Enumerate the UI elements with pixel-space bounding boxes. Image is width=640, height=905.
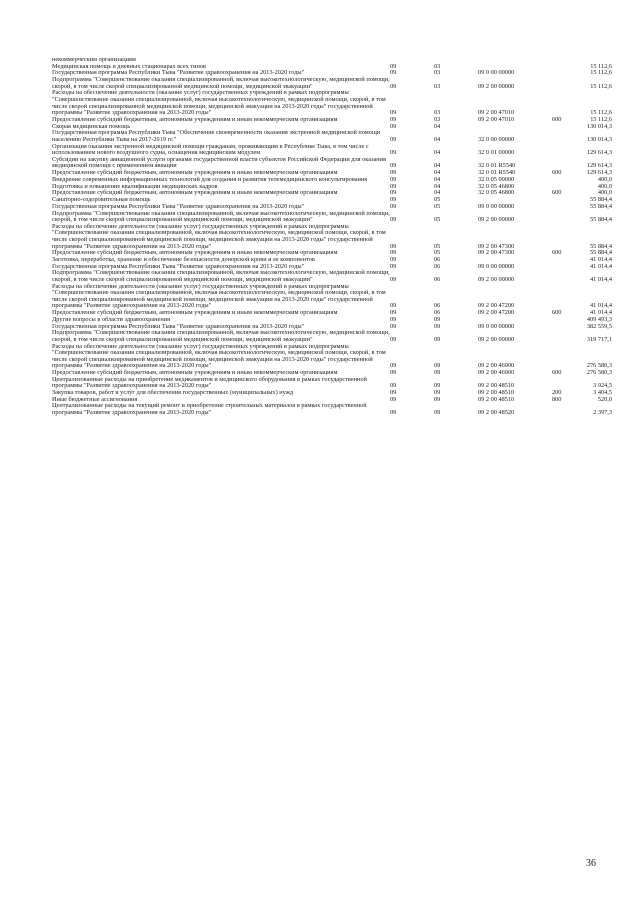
table-row <box>52 224 612 250</box>
row-section-code: 09 <box>390 189 397 197</box>
row-subsection-code: 09 <box>434 408 441 416</box>
row-subsection-code: 03 <box>434 82 441 90</box>
row-expense-type <box>552 344 578 370</box>
row-section-code: 09 <box>390 368 397 376</box>
row-target-article: 09 0 00 00000 <box>478 202 515 210</box>
row-subsection-code: 09 <box>434 362 441 370</box>
row-name: Подпрограмма "Совершенствование оказания специализированной, включая высокотехнологическую, медицинской помощи, скорой, в том числе скорой специализированной медицинской помощи, медицинской эвакуации" <box>52 329 390 343</box>
row-subsection-code: 09 <box>434 382 441 390</box>
row-target-article: 09 2 00 00000 <box>478 82 515 90</box>
row-target-article: 32 0 00 00000 <box>478 135 515 143</box>
row-amount: 55 884,4 <box>589 249 612 257</box>
row-subsection-code: 09 <box>434 395 441 403</box>
row-target-article: 09 2 00 48510 <box>478 388 515 396</box>
row-subsection-code: 05 <box>434 216 441 224</box>
row-name: Организация оказания экстренной медицинской помощи гражданам, проживающим в Республике Тыва, в том числе с использованием нового воздушного судна, оснащения медицинским модулем <box>52 142 369 157</box>
row-section-code: 09 <box>390 275 397 283</box>
row-amount: 15 112,6 <box>590 115 612 123</box>
table-row <box>52 117 612 124</box>
row-name: Скорая медицинская помощь <box>52 122 131 130</box>
row-name: Предоставление субсидий бюджетным, автономным учреждениям и иным некоммерческим организациям <box>52 169 338 177</box>
row-target-article: 32 0 01 00000 <box>478 149 515 157</box>
row-subsection-code: 06 <box>434 302 441 310</box>
row-subsection-code: 04 <box>434 162 441 170</box>
row-subsection-code: 04 <box>434 169 441 177</box>
row-subsection-code: 09 <box>434 335 441 343</box>
row-section-code: 09 <box>390 135 397 143</box>
row-name: Предоставление субсидий бюджетным, автономным учреждениям и иным некоммерческим организациям <box>52 249 338 257</box>
row-target-article: 32 0 01 R5540 <box>478 162 516 170</box>
row-name: Подготовка и повышение квалификации медицинских кадров <box>52 182 218 190</box>
table-row <box>52 330 612 343</box>
row-section-code: 09 <box>390 175 397 183</box>
row-name: Подпрограмма "Совершенствование оказания специализированной, включая высокотехнологическую, медицинской помощи, скорой, в том числе скорой специализированной медицинской помощи, медицинской эвакуации" <box>52 269 390 283</box>
row-expense-type <box>552 130 578 143</box>
row-subsection-code: 06 <box>434 262 441 270</box>
row-amount: 15 112,6 <box>590 82 612 90</box>
row-expense-type <box>552 177 578 184</box>
row-amount: 41 014,4 <box>589 302 612 310</box>
row-target-article: 09 2 00 47300 <box>478 249 515 257</box>
row-expense-type <box>552 211 578 224</box>
row-target-article: 09 0 00 00000 <box>478 69 515 77</box>
row-section-code: 09 <box>390 382 397 390</box>
row-expense-type <box>552 77 578 90</box>
row-subsection-code: 04 <box>434 135 441 143</box>
row-name: Государственная программа Республики Тыва "Развитие здравоохранения на 2013-2020 годы" <box>52 69 305 77</box>
table-row <box>52 403 612 416</box>
row-expense-type <box>552 403 578 416</box>
row-subsection-code: 09 <box>434 322 441 330</box>
row-expense-type <box>552 270 578 283</box>
row-amount: 15 112,6 <box>590 109 612 117</box>
row-target-article <box>478 57 552 64</box>
row-expense-type <box>552 264 578 271</box>
row-expense-type: 600 <box>552 309 562 317</box>
row-expense-type <box>552 324 578 331</box>
row-name: Расходы на обеспечение деятельности (оказание услуг) государственных учреждений в рамках подпрограммы "Совершенствование оказания специализированной, включая высокотехнологическую, медицинской помощи, скорой, в том числе скорой специализированной медицинской помощи, медицинской эвакуации на 2013-2020 годы" государственной программы "Развитие здравоохранения на 2013-2020 годы" <box>52 222 386 250</box>
row-subsection-code: 03 <box>434 109 441 117</box>
row-section-code: 09 <box>390 169 397 177</box>
row-name: Расходы на обеспечение деятельности (оказание услуг) государственных учреждений в рамках подпрограммы "Совершенствование оказания специализированной, включая высокотехнологическую, медицинской помощи, скорой, в том числе скорой специализированной медицинской помощи, медицинской эвакуации на 2013-2020 годы" государственной программы "Развитие здравоохранения на 2013-2020 годы" <box>52 342 386 370</box>
row-amount: 400,0 <box>597 182 612 190</box>
row-section-code: 09 <box>390 362 397 370</box>
row-name: Государственная программа Республики Тыва "Развитие здравоохранения на 2013-2020 годы" <box>52 262 305 270</box>
row-target-article: 09 2 00 47200 <box>478 309 515 317</box>
row-amount: 55 884,4 <box>589 216 612 224</box>
row-section-code: 09 <box>390 109 397 117</box>
row-name: Централизованные расходы на текущий ремонт и приобретение строительных материалов в рамках государственной программы "Развитие здравоохранения на 2013-2020 годы" <box>52 402 367 416</box>
table-row <box>52 344 612 370</box>
row-target-article: 32 0 05 46800 <box>478 189 515 197</box>
row-section-code: 09 <box>390 395 397 403</box>
row-target-article: 32 0 05 00000 <box>478 175 515 183</box>
row-target-article: 09 2 00 47010 <box>478 115 515 123</box>
row-target-article: 09 2 00 48510 <box>478 395 515 403</box>
row-amount: 41 014,4 <box>589 275 612 283</box>
row-subsection-code: 03 <box>434 69 441 77</box>
row-amount: 276 580,3 <box>586 368 612 376</box>
row-subsection-code: 06 <box>434 309 441 317</box>
row-section-code: 09 <box>390 249 397 257</box>
row-section-code: 09 <box>390 322 397 330</box>
budget-table <box>52 57 612 417</box>
row-target-article: 09 0 00 00000 <box>478 262 515 270</box>
row-name: Предоставление субсидий бюджетным, автономным учреждениям и иным некоммерческим организациям <box>52 115 338 123</box>
row-subsection-code: 04 <box>434 189 441 197</box>
row-subsection-code: 05 <box>434 202 441 210</box>
row-amount: 41 014,4 <box>589 309 612 317</box>
row-section-code: 09 <box>390 182 397 190</box>
table-row <box>52 77 612 90</box>
budget-page <box>52 57 612 417</box>
table-row <box>52 377 612 390</box>
row-section-code: 09 <box>390 216 397 224</box>
row-section-code: 09 <box>390 62 397 70</box>
row-amount: 130 014,3 <box>586 122 612 130</box>
row-expense-type <box>552 204 578 211</box>
row-amount: 55 884,4 <box>589 202 612 210</box>
row-amount: 400,0 <box>597 189 612 197</box>
row-name: Предоставление субсидий бюджетным, автономным учреждениям и иным некоммерческим организациям <box>52 189 338 197</box>
table-row <box>52 284 612 310</box>
row-subsection-code: 04 <box>434 175 441 183</box>
row-expense-type <box>552 330 578 343</box>
table-row <box>52 157 612 170</box>
row-section-code: 09 <box>390 69 397 77</box>
row-name: Другие вопросы в области здравоохранения <box>52 315 170 323</box>
row-section-code <box>390 57 434 64</box>
row-amount: 15 112,6 <box>590 62 612 70</box>
row-amount: 15 112,6 <box>590 69 612 77</box>
row-expense-type: 600 <box>552 115 562 123</box>
table-row <box>52 144 612 157</box>
row-expense-type: 600 <box>552 169 562 177</box>
row-expense-type <box>552 197 578 204</box>
row-subsection-code <box>434 57 478 64</box>
row-target-article: 09 2 00 47300 <box>478 242 515 250</box>
row-target-article: 09 2 00 46900 <box>478 368 515 376</box>
table-row <box>52 270 612 283</box>
row-subsection-code: 04 <box>434 149 441 157</box>
budget-table-body <box>52 57 612 417</box>
row-subsection-code: 09 <box>434 315 441 323</box>
row-expense-type <box>552 257 578 264</box>
row-section-code: 09 <box>390 202 397 210</box>
row-name: Медицинская помощь в дневных стационарах всех типов <box>52 62 206 70</box>
row-expense-type <box>552 317 578 324</box>
row-amount: 382 559,5 <box>586 322 612 330</box>
row-name: некоммерческим организациям <box>52 56 136 63</box>
row-amount: 41 014,4 <box>589 262 612 270</box>
row-section-code: 09 <box>390 302 397 310</box>
row-section-code: 09 <box>390 162 397 170</box>
row-expense-type: 800 <box>552 395 562 403</box>
row-expense-type <box>552 377 578 390</box>
row-subsection-code: 03 <box>434 115 441 123</box>
row-section-code: 09 <box>390 196 397 204</box>
row-name: Внедрение современных информационных технологий для создания и развития телемедицинского консультирования <box>52 175 368 183</box>
row-subsection-code: 09 <box>434 388 441 396</box>
row-section-code: 09 <box>390 388 397 396</box>
row-section-code: 09 <box>390 262 397 270</box>
row-amount: 129 614,3 <box>586 162 612 170</box>
row-section-code: 09 <box>390 149 397 157</box>
row-name: Расходы на обеспечение деятельности (оказание услуг) государственных учреждений в рамках подпрограммы "Совершенствование оказания специализированной, включая высокотехнологическую, медицинской помощи, скорой, в том числе скорой специализированной медицинской помощи, медицинской эвакуации на 2013-2020 годы" государственной программы "Развитие здравоохранения на 2013-2020 годы" <box>52 282 386 310</box>
table-row <box>52 90 612 116</box>
row-expense-type: 600 <box>552 368 562 376</box>
row-section-code: 09 <box>390 335 397 343</box>
row-expense-type <box>552 64 578 71</box>
row-name: Государственная программа Республики Тыва "Обеспечение своевременности оказания экстренной медицинской помощи населению Республики Тыва на 2017-2019 гг." <box>52 129 381 143</box>
row-amount: 2 397,3 <box>593 408 612 416</box>
row-section-code: 09 <box>390 255 397 263</box>
row-name: Предоставление субсидий бюджетным, автономным учреждениям и иным некоммерческим организациям <box>52 309 338 317</box>
row-target-article: 09 2 00 47200 <box>478 302 515 310</box>
row-name: Субсидии на закупку авиационной услуги органами государственной власти субъектов Российской Федерации для оказания медицинской помощи с применением авиации <box>52 155 386 170</box>
row-subsection-code: 03 <box>434 62 441 70</box>
row-amount: 276 580,3 <box>586 362 612 370</box>
row-expense-type <box>552 284 578 310</box>
row-name: Расходы на обеспечение деятельности (оказание услуг) государственных учреждений в рамках подпрограммы "Совершенствование оказания специализированной, включая высокотехнологическую, медицинской помощи, скорой, в том числе скорой специализированной медицинской помощи, медицинской эвакуации на 2013-2020 годы" государственной программы "Развитие здравоохранения на 2013-2020 годы" <box>52 89 386 117</box>
row-section-code: 09 <box>390 122 397 130</box>
row-subsection-code: 04 <box>434 122 441 130</box>
row-section-code: 09 <box>390 309 397 317</box>
row-subsection-code: 04 <box>434 182 441 190</box>
row-expense-type <box>552 144 578 157</box>
row-target-article <box>478 124 552 131</box>
row-expense-type: 600 <box>552 189 562 197</box>
table-row <box>52 130 612 143</box>
row-subsection-code: 06 <box>434 255 441 263</box>
row-target-article: 09 0 00 00000 <box>478 322 515 330</box>
row-name: Подпрограмма "Совершенствование оказания специализированной, включая высокотехнологическую, медицинской помощи, скорой, в том числе скорой специализированной медицинской помощи, медицинской эвакуации" <box>52 209 390 224</box>
row-amount: 130 014,3 <box>586 135 612 143</box>
row-amount: 3 924,5 <box>593 382 612 390</box>
row-target-article: 32 0 05 46800 <box>478 182 515 190</box>
row-expense-type <box>552 224 578 250</box>
row-amount: 41 014,4 <box>589 255 612 263</box>
row-section-code: 09 <box>390 82 397 90</box>
row-amount: 55 884,4 <box>589 242 612 250</box>
row-amount: 319 717,1 <box>586 335 612 343</box>
row-amount: 400,0 <box>597 175 612 183</box>
row-subsection-code: 06 <box>434 275 441 283</box>
row-name: Санаторно-оздоровительная помощь <box>52 196 151 204</box>
table-row <box>52 211 612 224</box>
row-section-code: 09 <box>390 408 397 416</box>
row-name: Заготовка, переработка, хранение и обеспечение безопасности донорской крови и ее компонентов <box>52 255 315 263</box>
row-name: Предоставление субсидий бюджетным, автономным учреждениям и иным некоммерческим организациям <box>52 368 338 376</box>
row-target-article: 09 2 00 46900 <box>478 362 515 370</box>
row-expense-type <box>552 70 578 77</box>
row-expense-type <box>552 57 578 64</box>
row-expense-type <box>552 157 578 170</box>
row-amount: 55 884,4 <box>589 196 612 204</box>
row-name: Иные бюджетные ассигнования <box>52 395 138 403</box>
row-target-article: 09 2 00 48520 <box>478 408 515 416</box>
row-name: Закупка товаров, работ и услуг для обеспечения государственных (муниципальных) нужд <box>52 388 294 396</box>
row-amount: 129 614,3 <box>586 169 612 177</box>
row-name: Централизованные расходы на приобретение медикаментов и медицинского оборудования в рамках государственной программы "Развитие здравоохранения на 2013-2020 годы" <box>52 375 367 390</box>
row-section-code: 09 <box>390 315 397 323</box>
row-name: Государственная программа Республики Тыва "Развитие здравоохранения на 2013-2020 годы" <box>52 322 305 330</box>
page-number: 36 <box>586 858 596 869</box>
row-amount: 3 404,5 <box>593 388 612 396</box>
row-target-article: 09 2 00 00000 <box>478 275 515 283</box>
row-amount: 409 493,3 <box>586 315 612 323</box>
row-expense-type <box>552 124 578 131</box>
row-amount: 520,0 <box>597 395 612 403</box>
row-target-article: 09 2 00 48510 <box>478 382 515 390</box>
row-section-code: 09 <box>390 242 397 250</box>
row-amount: 129 614,3 <box>586 149 612 157</box>
row-subsection-code: 05 <box>434 196 441 204</box>
row-target-article: 09 2 00 47010 <box>478 109 515 117</box>
row-expense-type: 600 <box>552 249 562 257</box>
row-name: Подпрограмма "Совершенствование оказания специализированной, включая высокотехнологическую, медицинской помощи, скорой, в том числе скорой специализированной медицинской помощи, медицинской эвакуации" <box>52 76 390 90</box>
row-expense-type: 200 <box>552 388 562 396</box>
row-name: Государственная программа Республики Тыва "Развитие здравоохранения на 2013-2020 годы" <box>52 202 305 210</box>
row-subsection-code: 09 <box>434 368 441 376</box>
row-target-article: 32 0 01 R5540 <box>478 169 516 177</box>
row-expense-type <box>552 90 578 116</box>
row-section-code: 09 <box>390 115 397 123</box>
row-target-article: 09 2 00 00000 <box>478 216 515 224</box>
row-target-article: 09 2 00 00000 <box>478 335 515 343</box>
row-subsection-code: 05 <box>434 242 441 250</box>
row-subsection-code: 05 <box>434 249 441 257</box>
